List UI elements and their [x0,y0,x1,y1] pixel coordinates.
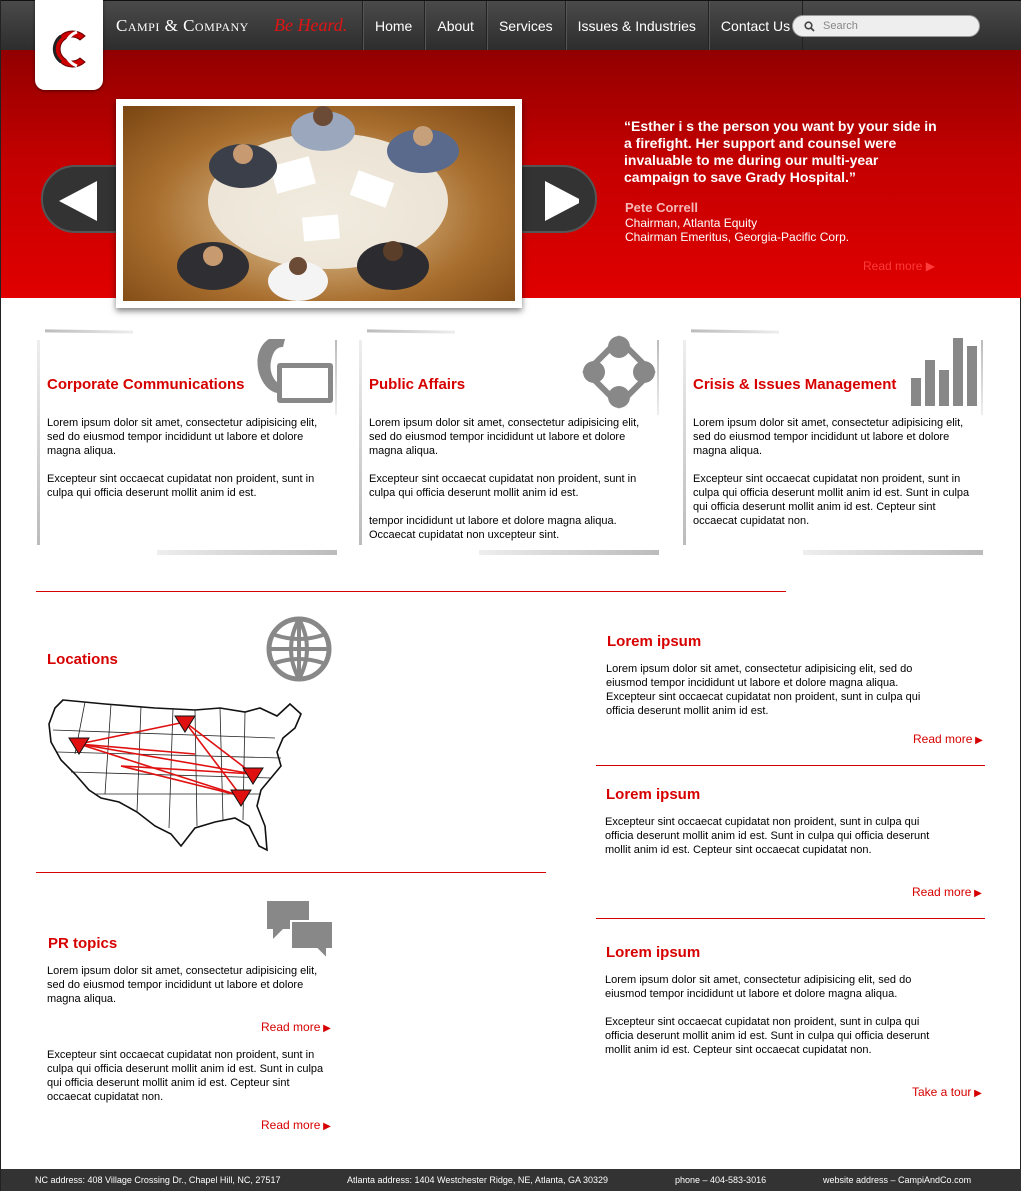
carousel-prev-button[interactable] [41,165,121,233]
pr-topics-title: PR topics [48,935,118,952]
hero-read-more-label: Read more [863,259,923,273]
footer-website[interactable]: website address – CampiAndCo.com [823,1175,972,1185]
locations-title: Locations [47,651,118,668]
brand-tagline: Be Heard. [274,15,348,35]
arrow-right-icon [519,181,579,221]
article-title: Lorem ipsum [607,633,702,650]
article-read-more[interactable]: Read more ▶ [912,885,982,899]
article-body: Lorem ipsum dolor sit amet, consectetur adipisicing elit, sed do eiusmod tempor incididunt ut labore et dolore magna aliqua. Excepteur sint occaecat cupidatat non proident, sunt in culpa qui officia deserunt mollit anim id est. Sunt in culpa qui officia deserunt mollit anim id est. Cepteur sint occaecat cupidatat non. [605,974,930,1056]
service-body: Lorem ipsum dolor sit amet, consectetur adipisicing elit, sed do eiusmod tempor incididunt ut labore et dolore magna aliqua. Excepteur sint occaecat cupidatat non proident, sunt in culpa qui officia deserunt mollit anim id est. [47,417,318,499]
network-icon [582,335,656,409]
arrow-left-icon [43,181,103,221]
search-input[interactable] [823,18,973,34]
article-title: Lorem ipsum [606,786,701,803]
footer [1,1169,1021,1191]
chat-bubbles-icon [265,899,335,961]
carousel-photo [116,99,522,308]
service-card-corporate-communications [37,330,337,555]
footer-phone: phone – 404-583-3016 [675,1175,767,1185]
top-navigation-bar [1,0,1021,50]
pr-topics-read-more-1[interactable]: Read more ▶ [261,1020,331,1034]
service-title: Corporate Communications [47,376,245,393]
phone-monitor-icon [255,335,335,407]
divider [596,765,985,766]
service-title: Crisis & Issues Management [693,376,897,393]
article-body: Excepteur sint occaecat cupidatat non proident, sunt in culpa qui officia deserunt mollit anim id est. Sunt in culpa qui officia deserunt mollit anim id est. Cepteur sint occaecat cupidatat non. [605,816,930,856]
service-card-crisis-issues [683,330,983,555]
testimonial-role-2: Chairman Emeritus, Georgia-Pacific Corp. [625,230,850,244]
meeting-photo [123,106,515,301]
article-read-more[interactable]: Read more ▶ [913,732,983,746]
article-body: Lorem ipsum dolor sit amet, consectetur adipisicing elit, sed do eiusmod tempor incididunt ut labore et dolore magna aliqua. Excepteur sint occaecat cupidatat non proident, sunt in culpa qui officia deserunt mollit anim id est. [606,663,921,717]
divider [36,872,546,873]
divider [596,918,985,919]
bar-chart-icon [909,336,981,408]
carousel-next-button[interactable] [517,165,597,233]
campi-logo-icon [47,26,93,72]
globe-icon [265,615,333,683]
footer-atlanta-address: Atlanta address: 1404 Westchester Ridge, NE, Atlanta, GA 30329 [347,1175,608,1185]
nav-home[interactable]: Home [363,1,425,51]
testimonial-name: Pete Correll [625,200,698,215]
play-icon: ▶ [925,259,935,273]
service-title: Public Affairs [369,376,466,393]
us-locations-map[interactable] [45,694,305,856]
nav-issues-industries[interactable]: Issues & Industries [566,1,709,51]
service-body: Lorem ipsum dolor sit amet, consectetur adipisicing elit, sed do eiusmod tempor incididunt ut labore et dolore magna aliqua. Excepteur sint occaecat cupidatat non proident, sunt in culpa qui officia deserunt mollit anim id est. tempor incididunt ut labore et dolore magna aliqua. Occaecat cupidatat non uxcepteur sint. [369,417,640,541]
nav-contact-us[interactable]: Contact Us [709,1,803,51]
pr-topics-read-more-2[interactable]: Read more ▶ [261,1118,331,1132]
take-a-tour-link[interactable]: Take a tour ▶ [912,1085,982,1099]
nav-about[interactable]: About [425,1,487,51]
footer-nc-address: NC address: 408 Village Crossing Dr., Chapel Hill, NC, 27517 [35,1175,281,1185]
nav-services[interactable]: Services [487,1,566,51]
testimonial-role-1: Chairman, Atlanta Equity [625,216,758,230]
service-card-public-affairs [359,330,659,555]
hero-read-more-link[interactable] [863,259,935,273]
search-icon [804,21,815,32]
brand-name: Campi & Company [116,16,249,35]
divider [36,591,786,592]
logo[interactable] [35,0,103,90]
testimonial-quote: “Esther i s the person you want by your side in a firefight. Her support and counsel were invaluable to me during our multi-year campaign to save Grady Hospital.” [624,118,937,185]
pr-topics-text-1: Lorem ipsum dolor sit amet, consectetur adipisicing elit, sed do eiusmod tempor incididunt ut labore et dolore magna aliqua. [47,965,318,1005]
search-box [792,15,980,37]
article-title: Lorem ipsum [606,944,701,961]
main-nav [362,1,803,51]
pr-topics-text-2: Excepteur sint occaecat cupidatat non proident, sunt in culpa qui officia deserunt mollit anim id est. Sunt in culpa qui officia deserunt mollit anim id est. Cepteur sint occaecat cupidatat non. [47,1049,324,1103]
service-body: Lorem ipsum dolor sit amet, consectetur adipisicing elit, sed do eiusmod tempor incididunt ut labore et dolore magna aliqua. Excepteur sint occaecat cupidatat non proident, sunt in culpa qui officia deserunt mollit anim id est. Sunt in culpa qui officia deserunt mollit anim id est. Cepteur sint occaecat cupidatat non. [693,417,970,527]
